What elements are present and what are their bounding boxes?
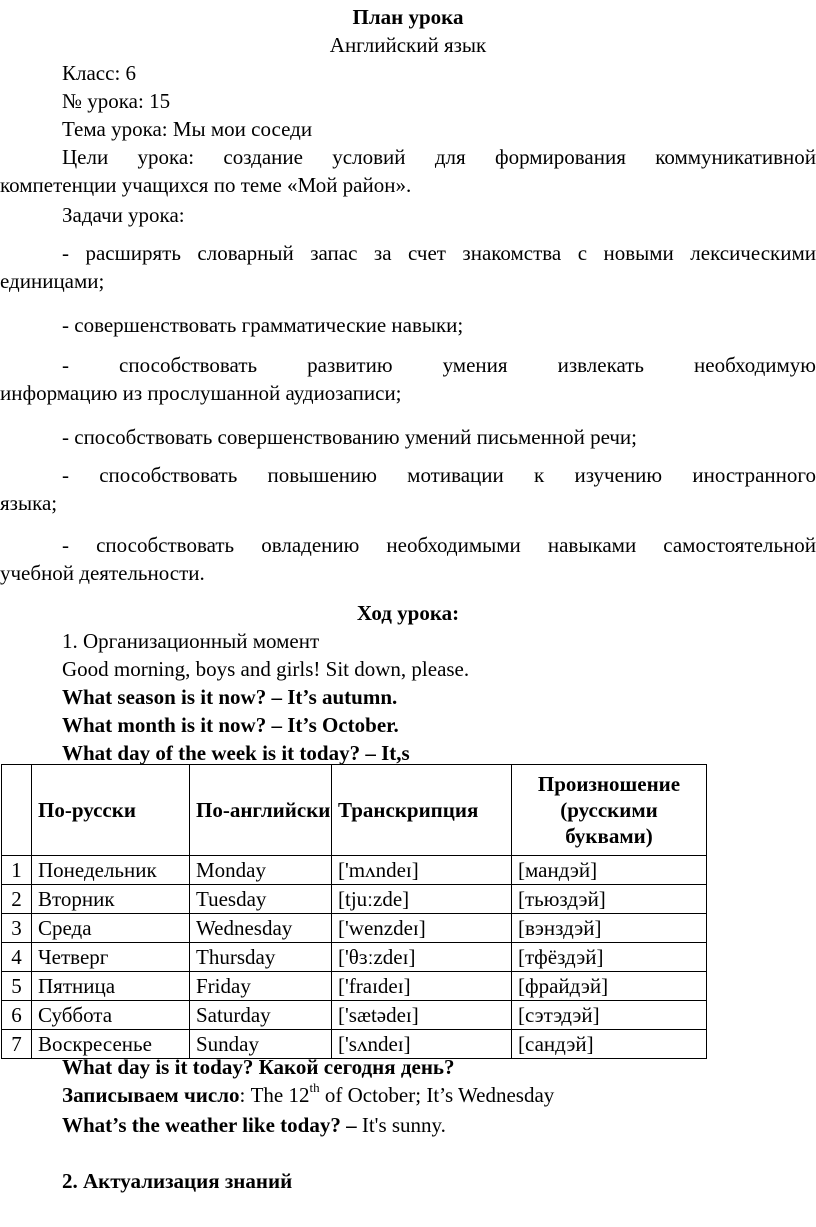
- transcription-cell: [tjuːzde]: [332, 885, 512, 914]
- english-cell: Tuesday: [190, 885, 332, 914]
- header-transcription: Транскрипция: [332, 765, 512, 856]
- task-5-line-2: языка;: [0, 491, 58, 515]
- table-row: [2, 1001, 707, 1030]
- russian-cell: Пятница: [32, 972, 190, 1001]
- table-row: [2, 914, 707, 943]
- table-row: [2, 943, 707, 972]
- row-number: 5: [2, 972, 32, 1001]
- task-1-line-2: единицами;: [0, 269, 105, 293]
- days-of-week-table: [1, 764, 707, 1059]
- date-line: [62, 1082, 554, 1108]
- goals-line-1: Цели урока: создание условий для формирования коммуникативной: [62, 145, 816, 169]
- transcription-cell: ['sætədeɪ]: [332, 1001, 512, 1030]
- transcription-cell: ['sʌndeɪ]: [332, 1030, 512, 1059]
- pronunciation-cell: [тьюздэй]: [512, 885, 707, 914]
- pronunciation-cell: [сандэй]: [512, 1030, 707, 1059]
- date-text-pre: : The 12: [239, 1083, 310, 1107]
- goals-line-2: компетенции учащихся по теме «Мой район».: [0, 173, 412, 197]
- task-5-line-1: - способствовать повышению мотивации к изучению иностранного: [62, 463, 816, 487]
- header-number: [2, 765, 32, 856]
- row-number: 4: [2, 943, 32, 972]
- header-pronunciation: Произношение (русскими буквами): [512, 765, 707, 856]
- english-cell: Sunday: [190, 1030, 332, 1059]
- table-row: [2, 856, 707, 885]
- header-russian: По-русски: [32, 765, 190, 856]
- task-2: - совершенствовать грамматические навыки;: [62, 313, 464, 337]
- weather-line: [62, 1112, 446, 1138]
- pronunciation-cell: [фрайдэй]: [512, 972, 707, 1001]
- task-4: - способствовать совершенствованию умений письменной речи;: [62, 425, 638, 449]
- weather-question: What’s the weather like today? –: [62, 1113, 357, 1137]
- row-number: 6: [2, 1001, 32, 1030]
- topic-line: Тема урока: Мы мои соседи: [62, 117, 313, 141]
- russian-cell: Четверг: [32, 943, 190, 972]
- month-question: What month is it now? – It’s October.: [62, 713, 399, 737]
- pronunciation-cell: [тфёздэй]: [512, 943, 707, 972]
- transcription-cell: ['wenzdeɪ]: [332, 914, 512, 943]
- class-line: Класс: 6: [62, 61, 137, 85]
- transcription-cell: ['fraɪdeɪ]: [332, 972, 512, 1001]
- pronunciation-cell: [сэтэдэй]: [512, 1001, 707, 1030]
- task-3-line-1: - способствовать развитию умения извлекать необходимую: [62, 353, 816, 377]
- day-question: What day of the week is it today? – It,s: [62, 741, 410, 765]
- date-text-post: of October; It’s Wednesday: [319, 1083, 555, 1107]
- date-superscript: th: [309, 1080, 320, 1095]
- header-english: По-английски: [190, 765, 332, 856]
- section-2-heading: 2. Актуализация знаний: [62, 1169, 293, 1193]
- english-cell: Monday: [190, 856, 332, 885]
- page-title: План урока: [352, 5, 464, 29]
- subject-subtitle: Английский язык: [329, 33, 487, 57]
- russian-cell: Понедельник: [32, 856, 190, 885]
- english-cell: Saturday: [190, 1001, 332, 1030]
- today-question: What day is it today? Какой сегодня день?: [62, 1055, 455, 1079]
- russian-cell: Вторник: [32, 885, 190, 914]
- write-date-label: Записываем число: [62, 1083, 240, 1107]
- row-number: 7: [2, 1030, 32, 1059]
- tasks-title: Задачи урока:: [62, 203, 185, 227]
- season-question: What season is it now? – It’s autumn.: [62, 685, 398, 709]
- table-header-row: [2, 765, 707, 856]
- english-cell: Friday: [190, 972, 332, 1001]
- pronunciation-cell: [мандэй]: [512, 856, 707, 885]
- weather-answer: It's sunny.: [356, 1113, 446, 1137]
- course-title: Ход урока:: [356, 601, 460, 625]
- english-cell: Wednesday: [190, 914, 332, 943]
- russian-cell: Среда: [32, 914, 190, 943]
- transcription-cell: ['θɜːzdeɪ]: [332, 943, 512, 972]
- task-3-line-2: информацию из прослушанной аудиозаписи;: [0, 381, 402, 405]
- row-number: 2: [2, 885, 32, 914]
- pronunciation-cell: [вэнздэй]: [512, 914, 707, 943]
- row-number: 1: [2, 856, 32, 885]
- lesson-number-line: № урока: 15: [62, 89, 171, 113]
- english-cell: Thursday: [190, 943, 332, 972]
- task-6-line-1: - способствовать овладению необходимыми навыками самостоятельной: [62, 533, 816, 557]
- russian-cell: Суббота: [32, 1001, 190, 1030]
- task-6-line-2: учебной деятельности.: [0, 561, 205, 585]
- greeting-line: Good morning, boys and girls! Sit down, please.: [62, 657, 470, 681]
- transcription-cell: ['mʌndeɪ]: [332, 856, 512, 885]
- row-number: 3: [2, 914, 32, 943]
- task-1-line-1: - расширять словарный запас за счет знакомства с новыми лексическими: [62, 241, 816, 265]
- step-1-heading: 1. Организационный момент: [62, 629, 320, 653]
- russian-cell: Воскресенье: [32, 1030, 190, 1059]
- table-row: [2, 885, 707, 914]
- table-row: [2, 972, 707, 1001]
